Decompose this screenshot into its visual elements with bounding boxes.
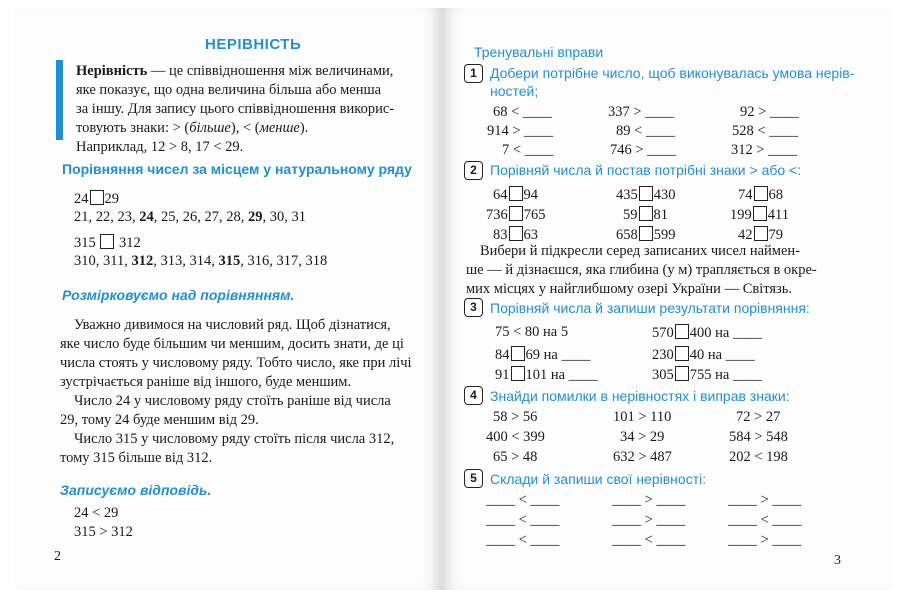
t2-a: 435 bbox=[616, 187, 638, 203]
pair1-a: 24 bbox=[74, 191, 89, 207]
page-title: НЕРІВНІСТЬ bbox=[205, 36, 302, 53]
task4-item[interactable]: 584 > 548 bbox=[729, 429, 788, 445]
t2-b: 599 bbox=[653, 227, 676, 243]
task5-item[interactable]: ____ < ____ bbox=[728, 512, 802, 528]
t2-a: 83 bbox=[493, 227, 508, 243]
task3-item bbox=[495, 366, 598, 384]
compare-box[interactable] bbox=[90, 190, 104, 205]
task2-extra-line-2: ше — й дізнаєшся, яка глибина (у м) трапляється в окре- bbox=[466, 262, 817, 278]
compare-box[interactable] bbox=[509, 206, 523, 221]
paragraph-line-5: Число 24 у числовому ряду стоїть раніше від числа bbox=[74, 393, 391, 409]
t2-a: 658 bbox=[616, 227, 638, 243]
task1-item[interactable]: 337 > ____ bbox=[608, 104, 675, 120]
definition-line1-rest: — це співвідношення між величинами, bbox=[147, 63, 394, 79]
compare-box[interactable] bbox=[675, 346, 689, 361]
compare-box[interactable] bbox=[511, 346, 525, 361]
compare-box[interactable] bbox=[675, 366, 689, 381]
task1-text-line-1: Добери потрібне число, щоб виконувалась умова нерів- bbox=[490, 65, 855, 81]
t2-b: 81 bbox=[653, 207, 668, 223]
compare-box[interactable] bbox=[675, 324, 689, 339]
answer-1: 24 < 29 bbox=[74, 505, 119, 521]
compare-box[interactable] bbox=[754, 186, 768, 201]
section-title-answer: Записуємо відповідь. bbox=[60, 482, 212, 498]
task3-text: Порівняй числа й запиши результати порівняння: bbox=[490, 300, 810, 316]
paragraph-line-3: числа стоять у числовому ряду. Тобто число, яке при лічі bbox=[60, 355, 412, 371]
compare-box[interactable] bbox=[639, 186, 653, 201]
row1-bold-1: 24 bbox=[139, 209, 154, 225]
task4-item[interactable]: 72 > 27 bbox=[736, 409, 781, 425]
task1-item[interactable]: 92 > ____ bbox=[740, 104, 799, 120]
def-l4-b: ), < ( bbox=[230, 120, 260, 136]
task1-item[interactable]: 312 > ____ bbox=[731, 142, 798, 158]
compare-box[interactable] bbox=[509, 186, 523, 201]
definition-accent-bar bbox=[56, 60, 63, 140]
task3-item bbox=[652, 346, 755, 364]
compare-pair-1 bbox=[74, 190, 119, 208]
task1-item[interactable]: 89 < ____ bbox=[616, 123, 675, 139]
number-row-2 bbox=[74, 253, 327, 270]
task2-extra-line-1: Вибери й підкресли серед записаних чисел наймен- bbox=[480, 243, 800, 259]
row1-bold-2: 29 bbox=[248, 209, 263, 225]
t2-b: 430 bbox=[653, 187, 676, 203]
compare-box[interactable] bbox=[639, 206, 653, 221]
definition-line-1 bbox=[76, 62, 393, 82]
task2-item bbox=[486, 206, 546, 224]
task4-item[interactable]: 58 > 56 bbox=[493, 409, 538, 425]
t2-b: 63 bbox=[523, 227, 538, 243]
row1-pre: 21, 22, 23, bbox=[74, 209, 140, 225]
task2-item bbox=[738, 186, 783, 204]
section-title-natural-row: Порівняння чисел за місцем у натуральному ряду bbox=[62, 161, 412, 177]
definition-line-4 bbox=[76, 119, 308, 139]
task3-item bbox=[495, 346, 590, 364]
task5-item[interactable]: ____ > ____ bbox=[728, 532, 802, 548]
task5-item[interactable]: ____ < ____ bbox=[486, 492, 560, 508]
page-number-left: 2 bbox=[54, 549, 61, 564]
task5-text: Склади й запиши свої нерівності: bbox=[490, 471, 707, 487]
task2-item bbox=[616, 186, 676, 204]
task2-item bbox=[623, 206, 668, 224]
t3-a: 570 bbox=[652, 325, 674, 341]
compare-box[interactable] bbox=[100, 234, 114, 249]
t2-a: 64 bbox=[493, 187, 508, 203]
row2-pre: 310, 311, bbox=[74, 253, 132, 269]
t2-a: 199 bbox=[730, 207, 752, 223]
section-title-reasoning: Розмірковуємо над порівнянням. bbox=[62, 287, 295, 303]
row2-mid: , 313, 314, bbox=[153, 253, 219, 269]
task-number-1: 1 bbox=[464, 64, 483, 83]
compare-box[interactable] bbox=[754, 226, 768, 241]
paragraph-line-8: тому 315 більше від 312. bbox=[60, 450, 213, 466]
task5-item[interactable]: ____ > ____ bbox=[612, 492, 686, 508]
task5-item[interactable]: ____ < ____ bbox=[486, 512, 560, 528]
task4-text: Знайди помилки в нерівностях і виправ знаки: bbox=[490, 388, 790, 404]
row2-bold-2: 315 bbox=[218, 253, 241, 269]
task5-item[interactable]: ____ < ____ bbox=[486, 532, 560, 548]
t2-a: 736 bbox=[486, 207, 508, 223]
task-number-4: 4 bbox=[464, 386, 483, 405]
row1-post: , 30, 31 bbox=[262, 209, 306, 225]
t2-a: 42 bbox=[738, 227, 753, 243]
def-more-word: більше bbox=[189, 120, 231, 136]
task1-item[interactable]: 7 < ____ bbox=[502, 142, 554, 158]
t2-a: 74 bbox=[738, 187, 753, 203]
t2-b: 765 bbox=[523, 207, 546, 223]
task4-item[interactable]: 202 < 198 bbox=[729, 449, 788, 465]
compare-pair-2 bbox=[74, 234, 141, 252]
t3-b[interactable]: 400 на ____ bbox=[689, 325, 762, 341]
definition-term: Нерівність bbox=[76, 63, 148, 79]
t3-b[interactable]: 40 на ____ bbox=[689, 347, 755, 363]
def-l4-c: ). bbox=[299, 120, 309, 136]
task5-item[interactable]: ____ > ____ bbox=[728, 492, 802, 508]
page-number-right: 3 bbox=[834, 553, 841, 568]
task4-item[interactable]: 400 < 399 bbox=[486, 429, 545, 445]
paragraph-line-2: яке число буде більшим чи меншим, досить знати, де ці bbox=[60, 336, 404, 352]
paragraph-line-7: Число 315 у числовому ряду стоїть після числа 312, bbox=[74, 431, 395, 447]
pair2-a: 315 bbox=[74, 235, 96, 251]
def-less-word: менше bbox=[259, 120, 300, 136]
compare-box[interactable] bbox=[509, 226, 523, 241]
task5-item[interactable]: ____ < ____ bbox=[612, 532, 686, 548]
row2-bold-1: 312 bbox=[131, 253, 154, 269]
t3-a: 84 bbox=[495, 347, 510, 363]
t2-b: 79 bbox=[768, 227, 783, 243]
t2-a: 59 bbox=[623, 207, 638, 223]
def-l4-a: товують знаки: > ( bbox=[76, 120, 190, 136]
t3-b[interactable]: 101 на ____ bbox=[525, 367, 598, 383]
task-number-3: 3 bbox=[464, 298, 483, 317]
compare-box[interactable] bbox=[639, 226, 653, 241]
row2-post: , 316, 317, 318 bbox=[240, 253, 328, 269]
number-row-1 bbox=[74, 209, 306, 226]
compare-box[interactable] bbox=[511, 366, 525, 381]
t3-a: 305 bbox=[652, 367, 674, 383]
task2-item bbox=[730, 206, 789, 224]
paragraph-line-1: Уважно дивимося на числовий ряд. Щоб дізнатися, bbox=[74, 317, 391, 333]
task2-text: Порівняй числа й постав потрібні знаки > або <: bbox=[490, 162, 802, 178]
task-number-5: 5 bbox=[464, 469, 483, 488]
t2-b: 68 bbox=[768, 187, 783, 203]
task4-item[interactable]: 34 > 29 bbox=[620, 429, 665, 445]
paragraph-line-6: 29, тому 24 буде меншим від 29. bbox=[60, 412, 259, 428]
t3-a: 91 bbox=[495, 367, 510, 383]
task1-item[interactable]: 746 > ____ bbox=[610, 142, 677, 158]
t2-b: 411 bbox=[767, 207, 789, 223]
definition-line-3: за іншу. Для запису цього співвідношення викорис- bbox=[76, 101, 395, 117]
paragraph-line-4: зустрічається раніше від іншого, буде меншим. bbox=[60, 374, 352, 390]
answer-2: 315 > 312 bbox=[74, 524, 133, 540]
task4-item[interactable]: 632 > 487 bbox=[613, 449, 672, 465]
row1-mid: , 25, 26, 27, 28, bbox=[153, 209, 248, 225]
definition-line-2: яке показує, що одна величина більша або менша bbox=[76, 82, 382, 98]
task1-item[interactable]: 914 > ____ bbox=[487, 123, 554, 139]
t2-b: 94 bbox=[523, 187, 538, 203]
task2-extra-line-3: мих місцях у найглибшому озері України — Світязь. bbox=[466, 281, 793, 297]
task1-text-line-2: ностей; bbox=[490, 83, 539, 99]
task4-item[interactable]: 65 > 48 bbox=[493, 449, 538, 465]
task4-item[interactable]: 101 > 110 bbox=[613, 409, 672, 425]
task-number-2: 2 bbox=[464, 161, 483, 180]
task1-item[interactable]: 528 < ____ bbox=[732, 123, 799, 139]
task1-item[interactable]: 68 < ____ bbox=[493, 104, 552, 120]
task3-example: 75 < 80 на 5 bbox=[495, 324, 569, 340]
compare-box[interactable] bbox=[753, 206, 767, 221]
exercises-header: Тренувальні вправи bbox=[474, 44, 604, 60]
task2-item bbox=[493, 186, 538, 204]
t3-b[interactable]: 69 на ____ bbox=[525, 347, 591, 363]
t3-a: 230 bbox=[652, 347, 674, 363]
pair1-b: 29 bbox=[104, 191, 119, 207]
definition-example: Наприклад, 12 > 8, 17 < 29. bbox=[76, 139, 244, 155]
task5-item[interactable]: ____ > ____ bbox=[612, 512, 686, 528]
task3-item bbox=[652, 324, 762, 342]
t3-b[interactable]: 755 на ____ bbox=[689, 367, 762, 383]
task3-item bbox=[652, 366, 762, 384]
pair2-b: 312 bbox=[119, 235, 141, 251]
